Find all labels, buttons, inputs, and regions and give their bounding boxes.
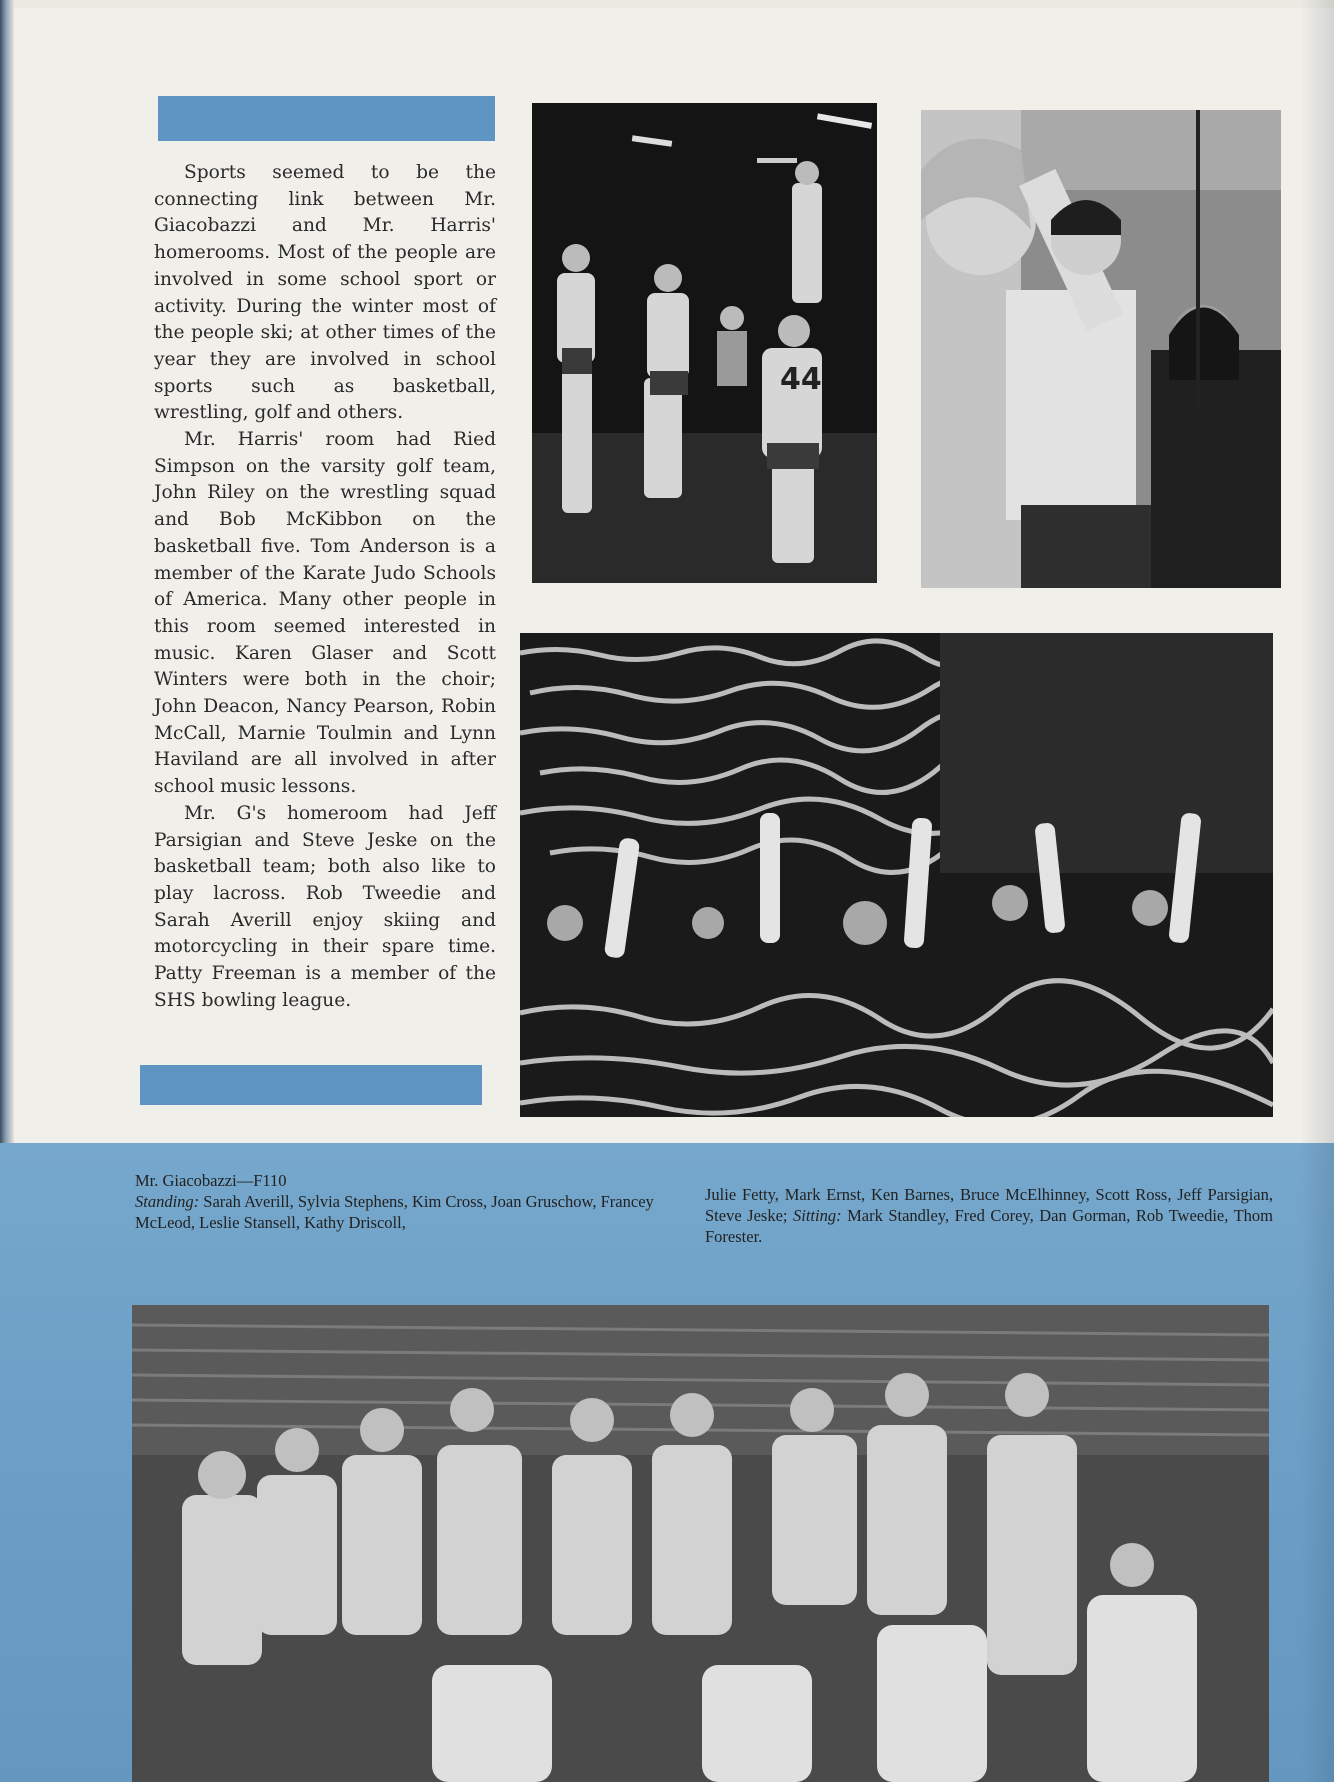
group-caption-left <box>135 1170 665 1233</box>
page-top-edge <box>0 0 1334 8</box>
standing-names-b: Julie Fetty, Mark Ernst, Ken Barnes, Bruce McElhinney, Scott Ross, Jeff Parsigian, Steve Jeske; <box>705 1185 1273 1225</box>
standing-names-a: Sarah Averill, Sylvia Stephens, Kim Cross, Joan Gruschow, Francey McLeod, Leslie Stansell, Kathy Driscoll, <box>135 1192 654 1232</box>
photo-swimmers-pool <box>520 633 1273 1117</box>
standing-line <box>135 1191 665 1233</box>
photo-students-pointing <box>921 110 1281 588</box>
homeroom-title: Mr. Giacobazzi—F110 <box>135 1171 287 1190</box>
standing-label: Standing: <box>135 1192 200 1211</box>
photo-basketball-game <box>532 103 877 583</box>
article-paragraph-3: Mr. G's homeroom had Jeff Parsigian and Steve Jeske on the basketball team; both also like to play lacross. Rob Tweedie and Sarah Averill enjoy skiing and motorcycling in their spare time. Patty Freeman is a member of the SHS bowling league. <box>154 802 496 1011</box>
group-caption-right <box>705 1184 1273 1247</box>
article-paragraph-2: Mr. Harris' room had Ried Simpson on the varsity golf team, John Riley on the wrestling squad and Bob McKibbon on the basketball five. Tom Anderson is a member of the Karate Judo Schools of America. Many other people in this room seemed interested in music. Karen Glaser and Scott Winters were both in the choir; John Deacon, Nancy Pearson, Robin McCall, Marnie Toulmin and Lynn Haviland are all involved in after school music lessons. <box>154 429 496 798</box>
accent-bar-top <box>158 96 495 141</box>
accent-bar-bottom <box>140 1065 482 1105</box>
article-paragraph-1: Sports seemed to be the connecting link between Mr. Giacobazzi and Mr. Harris' homerooms. Most of the people are involved in some school sport or activity. During the winter most of the people ski; at other times of the year they are involved in school sports such as basketball, wrestling, golf and others. <box>154 162 496 424</box>
jersey-number: 44 <box>780 362 822 397</box>
sitting-names: Mark Standley, Fred Corey, Dan Gorman, Rob Tweedie, Thom Forester. <box>705 1206 1273 1246</box>
page-right-shadow <box>1300 0 1334 1782</box>
sitting-label: Sitting: <box>792 1206 842 1225</box>
article-text <box>154 160 496 1015</box>
photo-homeroom-group <box>132 1305 1269 1782</box>
